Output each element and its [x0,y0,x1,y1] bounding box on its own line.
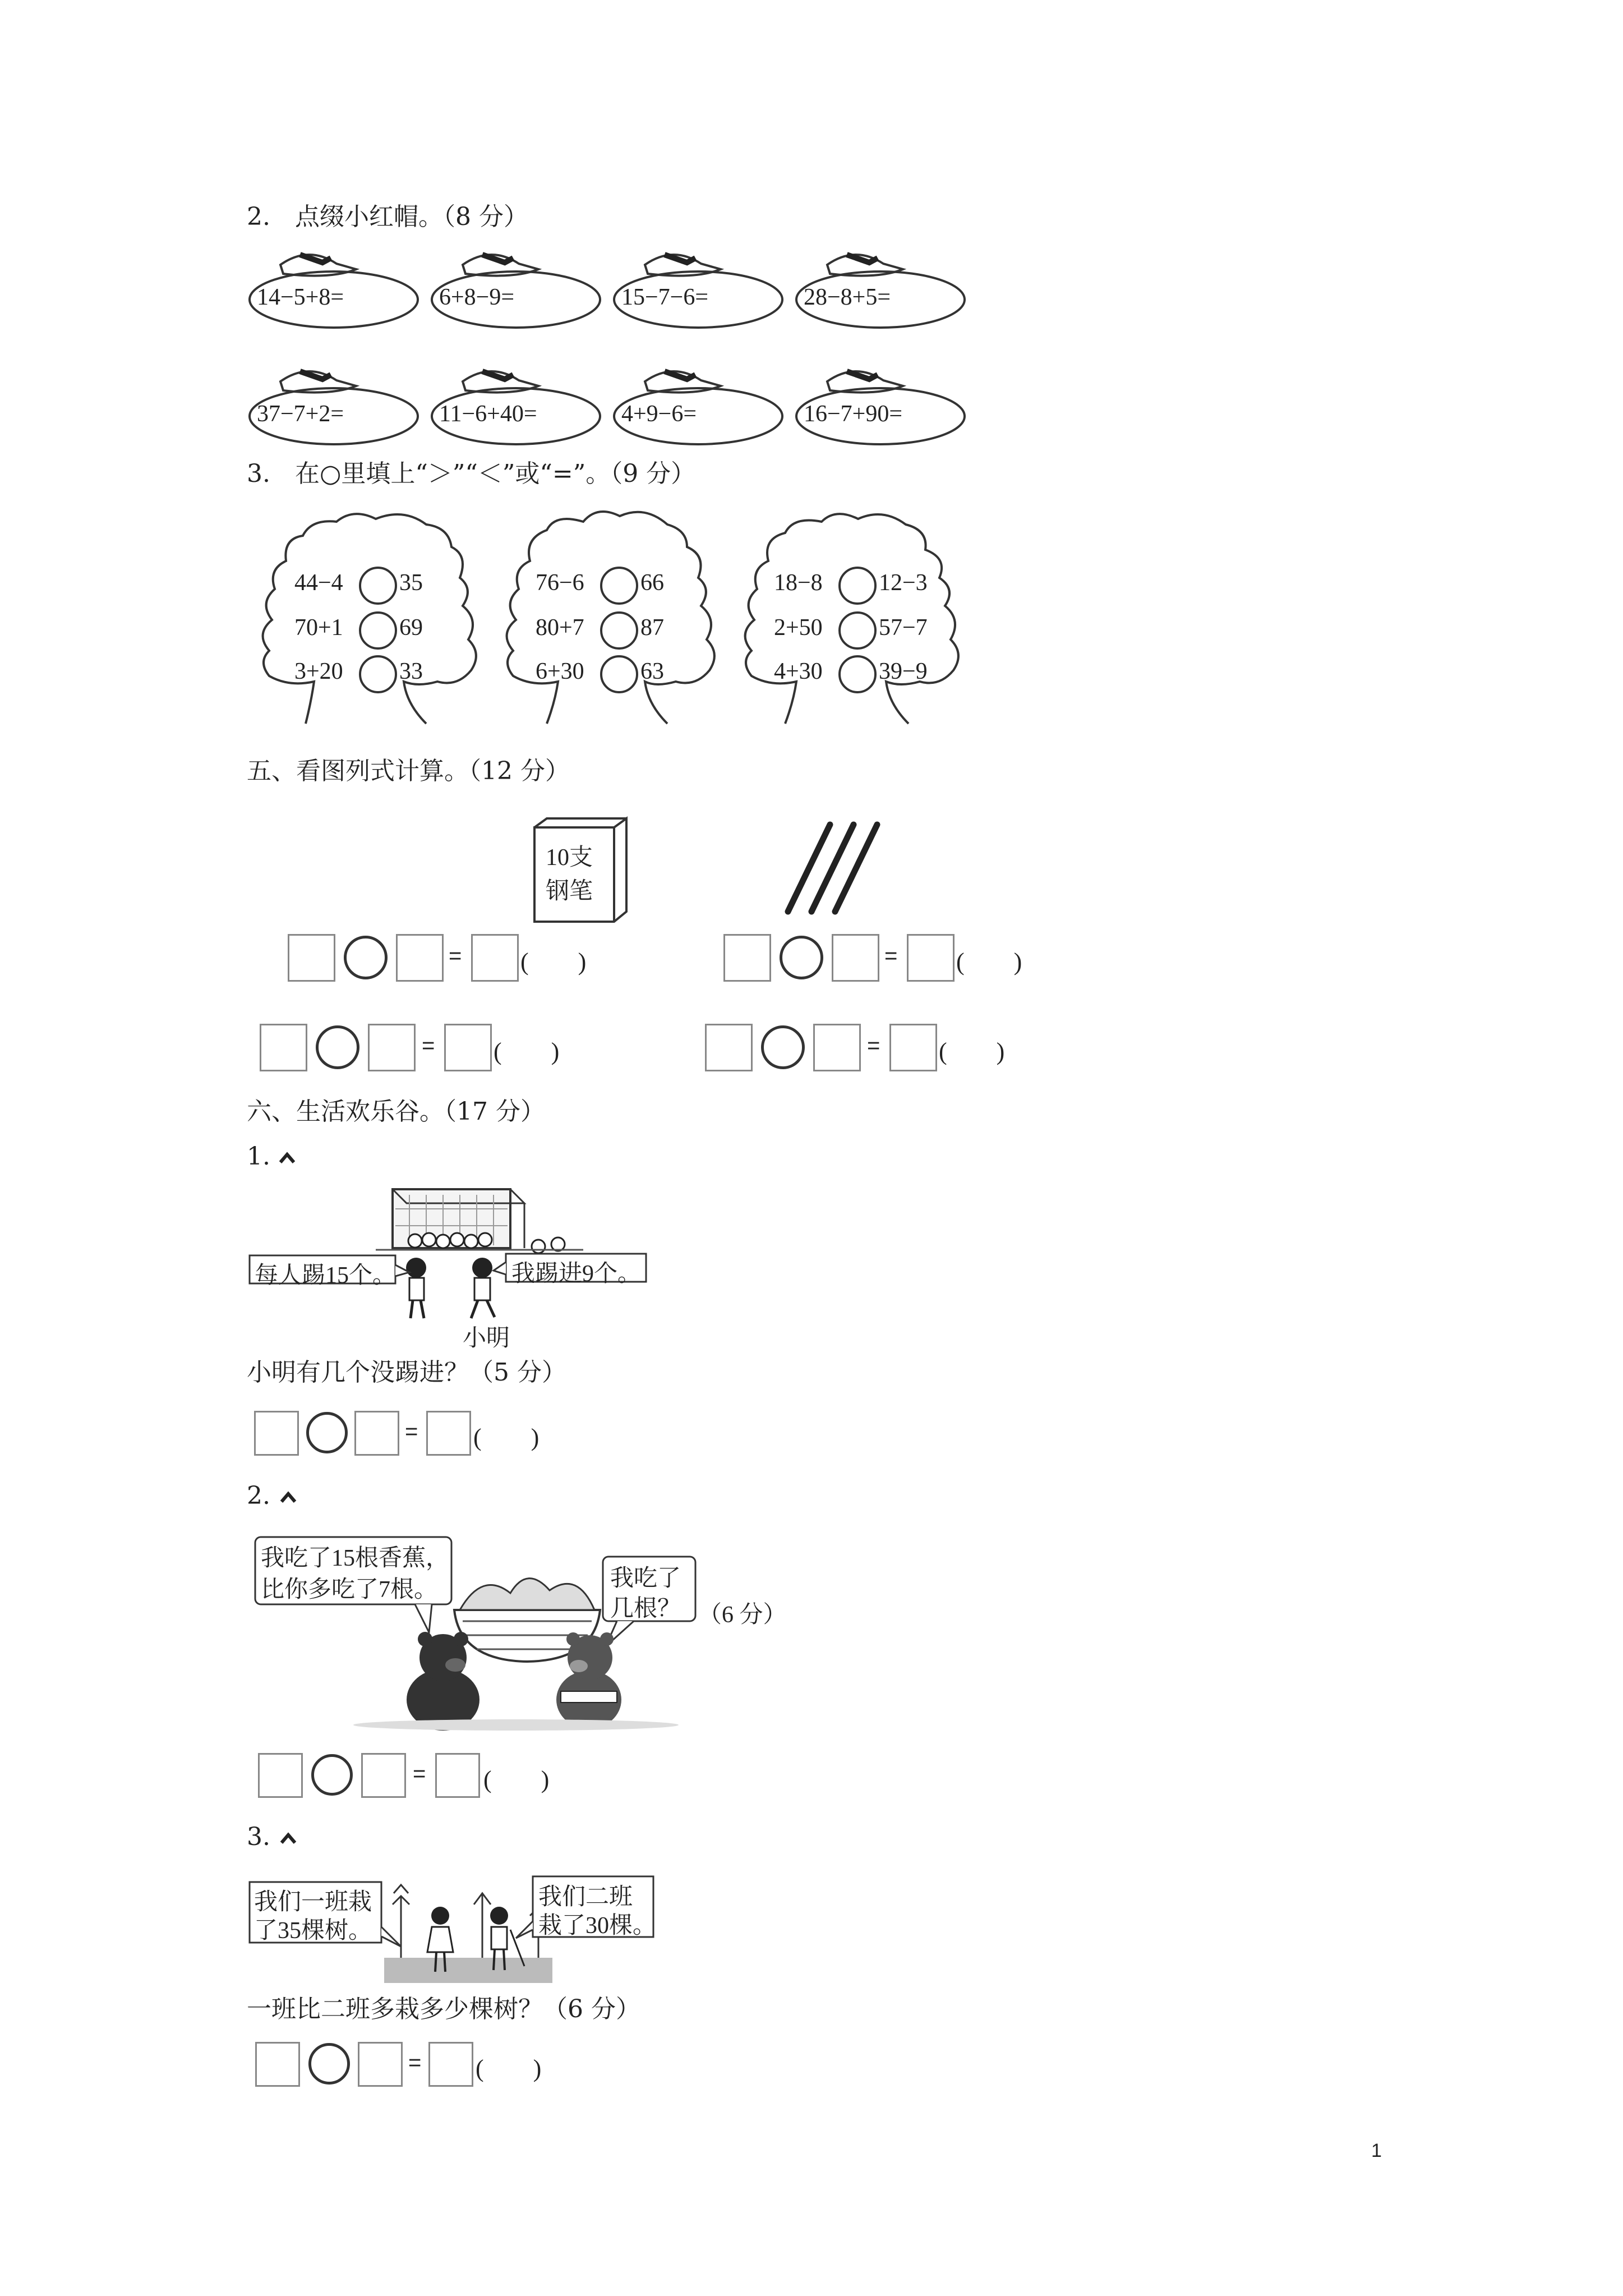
pen-box-text-1: 10支 [546,845,593,871]
answer-box[interactable] [396,934,444,982]
answer-box[interactable] [907,934,955,982]
bubble-left-line-1: 我吃了15根香蕉， [261,1545,450,1571]
hat-expression: 15−7−6= [621,284,709,310]
compare-right: 87 [640,615,664,641]
compare-circle[interactable] [838,655,877,693]
compare-circle[interactable] [600,567,638,605]
unit-parens: ( ) [939,1038,1005,1065]
unit-parens: ( ) [956,948,1022,976]
answer-box[interactable] [254,1411,299,1456]
hat-expression: 6+8−9= [439,284,515,310]
equals-sign: = [422,1033,435,1058]
equals-sign: = [413,1761,426,1786]
hat-expression: 4+9−6= [621,401,697,427]
compare-left: 76−6 [536,570,584,596]
q2-heading: 2. 点缀小红帽。（8 分） [247,203,528,231]
compare-circle[interactable] [600,611,638,650]
hat-expression: 16−7+90= [804,401,903,427]
answer-box[interactable] [705,1024,753,1071]
unit-parens: ( ) [476,2055,542,2082]
bear-left-icon [407,1632,479,1731]
equals-sign: = [867,1033,880,1058]
bubble-right-line-1: 我们二班 [538,1884,633,1910]
operator-circle[interactable] [761,1025,805,1069]
bubble-left-line-1: 我们一班栽 [254,1889,372,1915]
bubble-left-text: 每人踢15个。 [255,1263,396,1289]
answer-box[interactable] [260,1024,307,1071]
compare-right: 57−7 [879,615,928,641]
operator-circle[interactable] [316,1025,359,1069]
soccer-illustration [247,1184,651,1351]
answer-box[interactable] [354,1411,399,1456]
operator-circle[interactable] [306,1412,348,1453]
equals-sign: = [449,944,462,968]
q2-score: （6 分） [698,1602,787,1628]
compare-right: 35 [399,570,423,596]
answer-box[interactable] [426,1411,471,1456]
kid-1-icon [406,1258,426,1318]
bubble-right-line-2: 栽了30棵。 [538,1913,657,1939]
equals-sign: = [408,2050,422,2075]
operator-circle[interactable] [311,1754,353,1796]
hat-expression: 11−6+40= [439,401,537,427]
compare-right: 66 [640,570,664,596]
compare-circle[interactable] [838,611,877,650]
hat-expression: 28−8+5= [804,284,891,310]
compare-circle[interactable] [359,611,397,650]
unit-parens: ( ) [520,948,587,976]
equals-sign: = [884,944,898,968]
compare-right: 63 [640,659,664,684]
equals-sign: = [405,1419,418,1444]
answer-box[interactable] [889,1024,937,1071]
operator-circle[interactable] [780,936,823,979]
unit-parens: ( ) [473,1424,540,1451]
q1-number: 1. [247,1142,270,1171]
caret-up-icon [278,1150,297,1165]
compare-left: 3+20 [294,659,343,684]
answer-box[interactable] [368,1024,416,1071]
pen-box-text-2: 钢笔 [546,878,593,904]
answer-box[interactable] [435,1753,480,1798]
q1-question: 小明有几个没踢进？（5 分） [247,1358,566,1387]
compare-circle[interactable] [838,567,877,605]
compare-left: 6+30 [536,659,584,684]
hat-expression: 14−5+8= [257,284,344,310]
operator-circle[interactable] [308,2043,350,2085]
pens-icon [777,819,889,917]
s5-heading: 五、看图列式计算。（12 分） [247,757,570,785]
caret-up-icon [279,1830,298,1845]
bubble-right-line-2: 几根？ [610,1596,681,1622]
bubble-right-text: 我踢进9个。 [511,1261,642,1287]
answer-box[interactable] [361,1753,406,1798]
q2-number: 2. [247,1481,270,1510]
q3-question: 一班比二班多栽多少棵树？（6 分） [247,1995,640,2023]
answer-box[interactable] [444,1024,492,1071]
compare-left: 70+1 [294,615,343,641]
answer-box[interactable] [428,2042,473,2087]
compare-left: 18−8 [774,570,823,596]
kid-2-icon [471,1258,495,1318]
tree-planting-illustration [247,1874,656,1986]
compare-left: 80+7 [536,615,584,641]
answer-box[interactable] [258,1753,303,1798]
answer-box[interactable] [723,934,771,982]
compare-right: 69 [399,615,423,641]
operator-circle[interactable] [344,936,388,979]
compare-right: 33 [399,659,423,684]
q3-number: 3. [247,1823,270,1851]
compare-circle[interactable] [359,567,397,605]
unit-parens: ( ) [483,1766,550,1793]
answer-box[interactable] [832,934,879,982]
compare-right: 12−3 [879,570,928,596]
answer-box[interactable] [358,2042,403,2087]
kid-name-label: 小明 [463,1326,510,1351]
bubble-left-line-2: 了35棵树。 [254,1918,372,1944]
pen-box-illustration [530,816,631,926]
compare-circle[interactable] [359,655,397,693]
answer-box[interactable] [813,1024,861,1071]
s6-heading: 六、生活欢乐谷。（17 分） [247,1097,545,1126]
bears-illustration [247,1531,787,1733]
compare-left: 2+50 [774,615,823,641]
page-number: 1 [1371,2140,1382,2161]
hat-expression: 37−7+2= [257,401,344,427]
bubble-right-line-1: 我吃了 [610,1566,681,1591]
unit-parens: ( ) [494,1038,560,1065]
q3-heading: 3. 在○里填上“＞”“＜”或“=”。（9 分） [247,459,696,488]
compare-left: 44−4 [294,570,343,596]
answer-box[interactable] [471,934,519,982]
compare-left: 4+30 [774,659,823,684]
compare-right: 39−9 [879,659,928,684]
compare-circle[interactable] [600,655,638,693]
answer-box[interactable] [288,934,335,982]
caret-up-icon [279,1489,298,1504]
bubble-left-line-2: 比你多吃了7根。 [261,1577,438,1603]
answer-box[interactable] [255,2042,300,2087]
